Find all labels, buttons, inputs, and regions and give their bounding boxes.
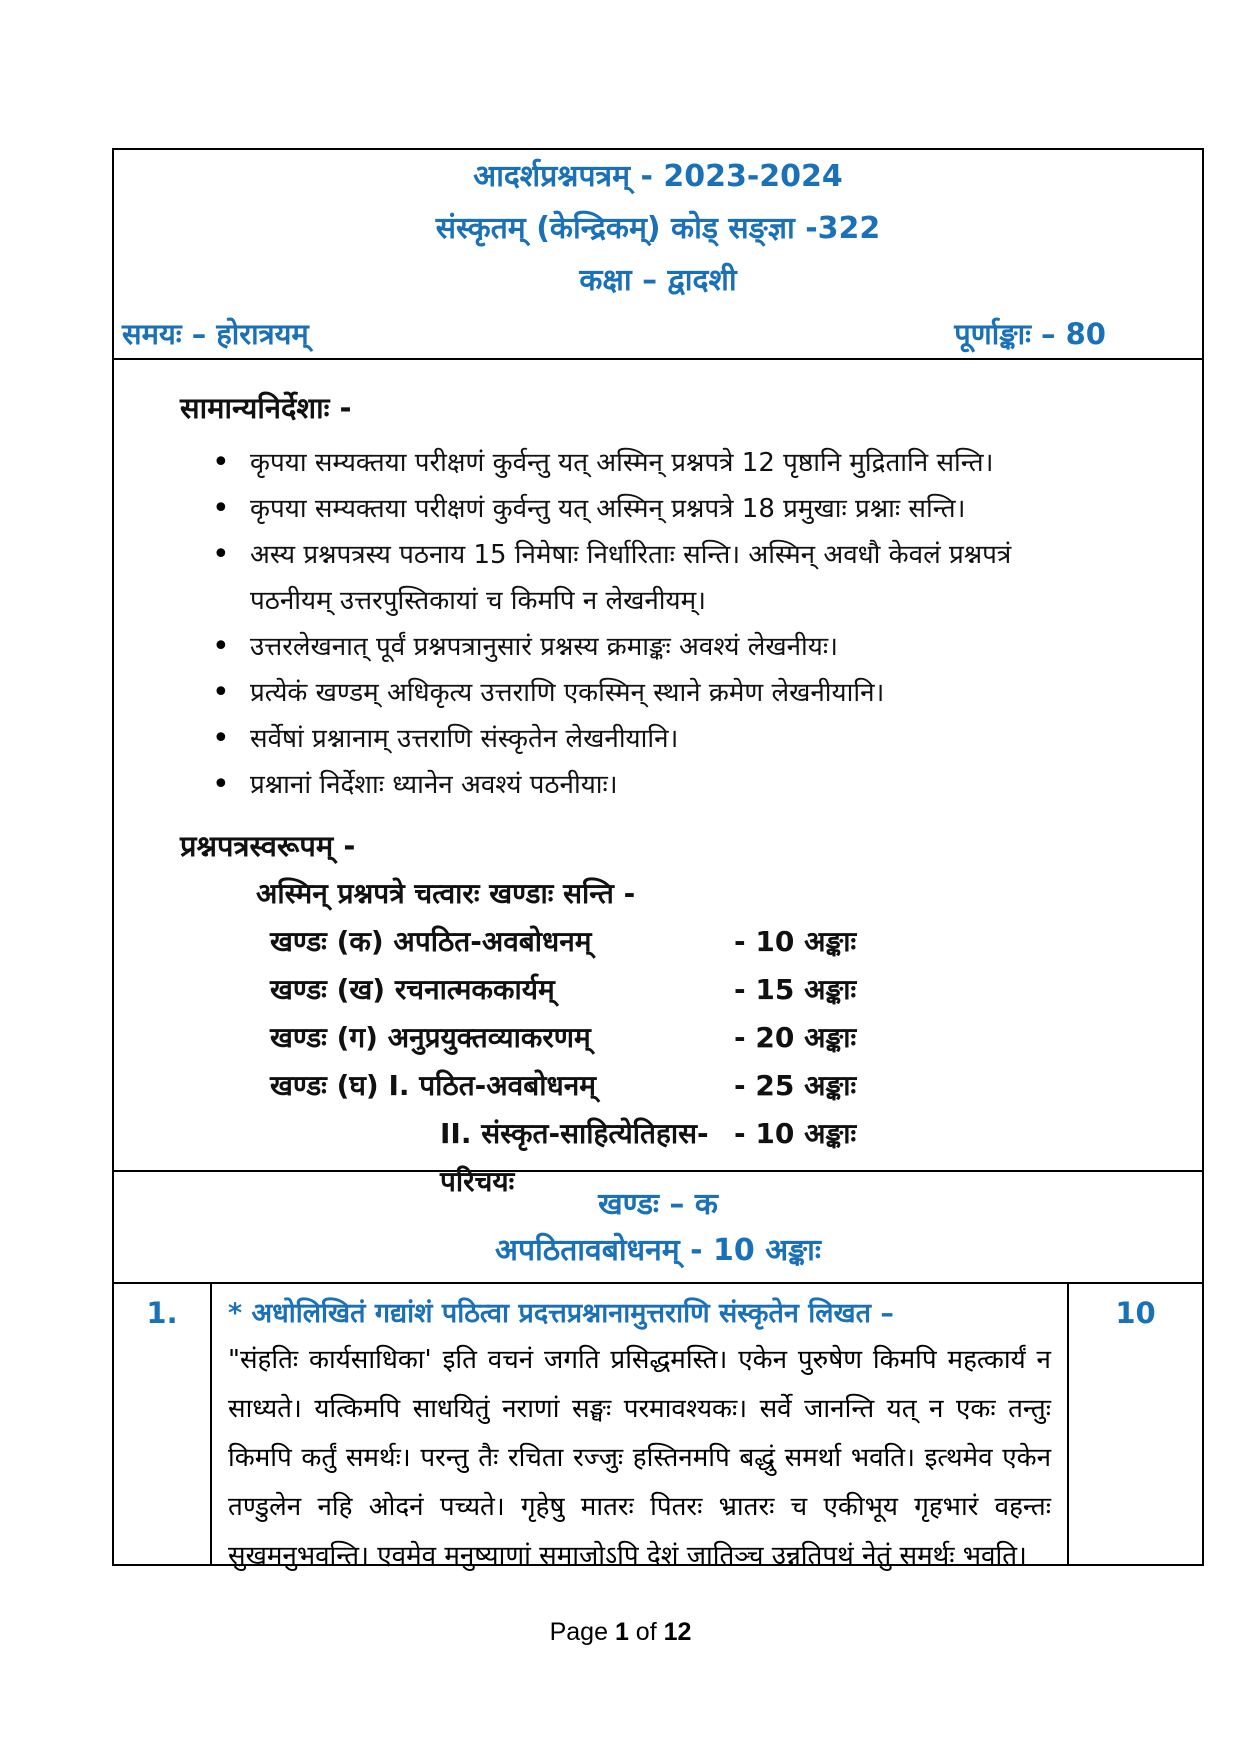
instruction-item: • प्रत्येकं खण्डम् अधिकृत्य उत्तराणि एकस्मिन् स्थाने क्रमेण लेखनीयानि।	[180, 670, 1080, 716]
structure-row	[270, 1014, 1182, 1062]
exam-paper-frame	[112, 148, 1204, 1571]
question-heading: * अधोलिखितं गद्यांशं पठित्वा प्रदत्तप्रश्नानामुत्तराणि संस्कृतेन लिखत –	[228, 1298, 894, 1329]
question-row	[114, 1284, 1202, 1571]
footer-prefix: Page	[549, 1618, 615, 1646]
question-marks: 10	[1115, 1296, 1156, 1330]
general-instructions-heading: सामान्यनिर्देशाः -	[180, 391, 352, 425]
paper-structure-intro: अस्मिन् प्रश्नपत्रे चत्वारः खण्डाः सन्ति -	[256, 877, 636, 910]
paper-structure-heading: प्रश्नपत्रस्वरूपम् -	[180, 829, 356, 863]
instructions-list	[180, 440, 1080, 808]
footer-of-label: of	[628, 1618, 664, 1646]
class-line: कक्षा – द्वादशी	[579, 263, 737, 298]
structure-row	[270, 918, 1182, 966]
paper-title: आदर्शप्रश्नपत्रम् - 2023-2024	[473, 159, 843, 194]
structure-row	[270, 1062, 1182, 1110]
section-marks: - 15 अङ्काः	[734, 973, 857, 1006]
instruction-item: • उत्तरलेखनात् पूर्वं प्रश्नपत्रानुसारं प्रश्नस्य क्रमाङ्कः अवश्यं लेखनीयः।	[180, 624, 1080, 670]
section-label: खण्डः (घ) I. पठित-अवबोधनम्	[270, 1069, 596, 1102]
question-passage: "संहतिः कार्यसाधिका' इति वचनं जगति प्रसिद्धमस्ति। एकेन पुरुषेण किमपि महत्कार्यं न साध्यते। यत्किमपि साधयितुं नराणां सङ्घः परमावश्यकः। सर्वे जानन्ति यत् न एकः तन्तुः किमपि कर्तुं समर्थः। परन्तु तैः रचिता रज्जुः हस्तिनमपि बद्धुं समर्था भवति। इत्थमेव एकेन तण्डुलेन नहि ओदनं पच्यते। गृहेषु मातरः पितरः भ्रातरः च एकीभूय गृहभारं वहन्तः सुखमनुभवन्ति। एवमेव मनुष्याणां समाजोऽपि देशं जातिञ्च उन्नतिपथं नेतुं समर्थः भवति।	[228, 1345, 1051, 1571]
instruction-item: • कृपया सम्यक्तया परीक्षणं कुर्वन्तु यत् अस्मिन् प्रश्नपत्रे 12 पृष्ठानि मुद्रितानि सन्ति।	[180, 440, 1080, 486]
section-label: II. संस्कृत-साहित्येतिहास-परिचयः	[440, 1117, 709, 1198]
section-a-subtitle: अपठितावबोधनम् - 10 अङ्काः	[495, 1233, 821, 1268]
instruction-item: • प्रश्नानां निर्देशाः ध्यानेन अवश्यं पठनीयाः।	[180, 762, 1080, 808]
section-marks: - 25 अङ्काः	[734, 1069, 857, 1102]
section-marks: - 10 अङ्काः	[734, 925, 857, 958]
question-body	[212, 1284, 1069, 1571]
page-footer	[0, 1618, 1241, 1647]
subject-code-line: संस्कृतम् (केन्द्रिकम्) कोड् सङ्ज्ञा -322	[435, 211, 881, 246]
section-marks: - 20 अङ्काः	[734, 1021, 857, 1054]
instruction-item: • सर्वेषां प्रश्नानाम् उत्तराणि संस्कृतेन लेखनीयानि।	[180, 716, 1080, 762]
general-instructions-section	[114, 360, 1202, 1198]
footer-page-number: 1	[614, 1618, 629, 1646]
time-label: समयः – होरात्रयम्	[122, 317, 309, 351]
instruction-item: • कृपया सम्यक्तया परीक्षणं कुर्वन्तु यत् अस्मिन् प्रश्नपत्रे 18 प्रमुखाः प्रश्नाः सन्ति।	[180, 486, 1080, 532]
structure-row	[270, 966, 1182, 1014]
section-label: खण्डः (ग) अनुप्रयुक्तव्याकरणम्	[270, 1021, 591, 1054]
time-marks-row	[114, 312, 1202, 353]
question-number: 1.	[114, 1284, 212, 1564]
paper-header	[114, 150, 1202, 360]
section-a-title: खण्डः – क	[598, 1187, 718, 1222]
footer-total-pages: 12	[663, 1618, 692, 1646]
section-marks: - 10 अङ्काः	[734, 1117, 857, 1150]
section-label: खण्डः (क) अपठित-अवबोधनम्	[270, 925, 592, 958]
instruction-item: • अस्य प्रश्नपत्रस्य पठनाय 15 निमेषाः निर्धारिताः सन्ति। अस्मिन् अवधौ केवलं प्रश्नपत्रं पठनीयम् उत्तरपुस्तिकायां च किमपि न लेखनीयम्।	[180, 532, 1080, 624]
section-label: खण्डः (ख) रचनात्मककार्यम्	[270, 973, 555, 1006]
max-marks-label: पूर्णाङ्काः – 80	[954, 317, 1106, 351]
